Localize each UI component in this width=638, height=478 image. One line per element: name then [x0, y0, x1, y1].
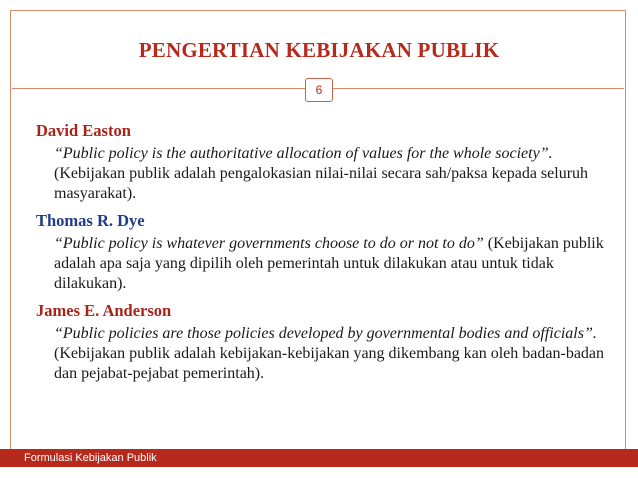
- footer-label: Formulasi Kebijakan Publik: [24, 452, 157, 464]
- english-quote: “Public policies are those policies developed by governmental bodies and officials”.: [54, 325, 597, 342]
- definitions-list: [36, 120, 606, 390]
- page-number-badge: 6: [305, 78, 333, 102]
- definition-item: [36, 120, 606, 204]
- definition-item: [36, 300, 606, 384]
- english-quote: “Public policy is whatever governments choose to do or not to do”: [54, 235, 484, 252]
- indonesian-translation: (Kebijakan publik adalah apa saja yang dipilih oleh pemerintah untuk dilakukan atau untuk tidak dilakukan).: [54, 235, 604, 292]
- author-name: James E. Anderson: [36, 301, 172, 320]
- footer-bar: [0, 449, 638, 467]
- definition-text: [54, 144, 606, 204]
- definition-text: [54, 324, 606, 384]
- author-name: Thomas R. Dye: [36, 211, 145, 230]
- indonesian-translation: (Kebijakan publik adalah pengalokasian nilai-nilai secara sah/paksa kepada seluruh masyarakat).: [54, 165, 589, 202]
- definition-text: [54, 234, 606, 294]
- definition-item: [36, 210, 606, 294]
- author-name: David Easton: [36, 121, 131, 140]
- slide-title: PENGERTIAN KEBIJAKAN PUBLIK: [138, 38, 500, 62]
- english-quote: “Public policy is the authoritative allocation of values for the whole society”.: [54, 145, 553, 162]
- indonesian-translation: (Kebijakan publik adalah kebijakan-kebijakan yang dikembang kan oleh badan-badan dan pejabat-pejabat pemerintah).: [54, 345, 605, 382]
